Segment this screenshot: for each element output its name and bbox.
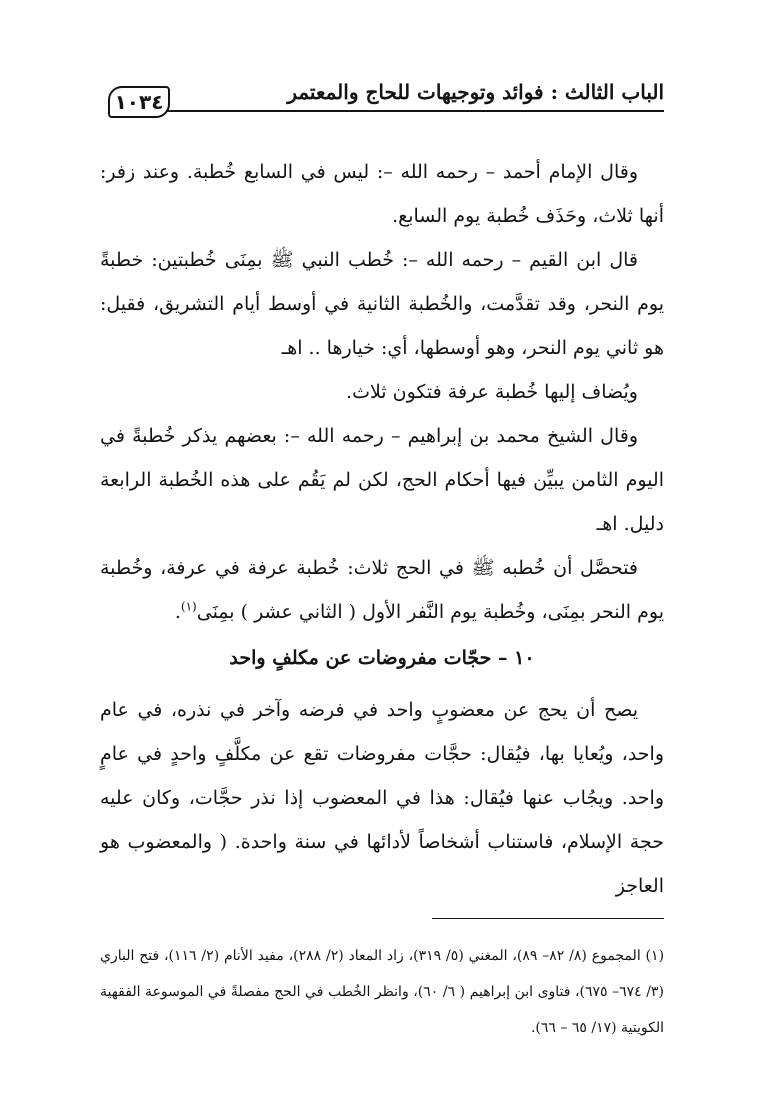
- paragraph: وقال الشيخ محمد بن إبراهيم – رحمه الله –: بعضهم يذكر خُطبةً في اليوم الثامن يبيِّن فيها أحكام الحج، لكن لم يَقُم على هذه الخُطبة الرابعة دليل. اهـ: [100, 425, 664, 535]
- header-divider: [166, 110, 664, 112]
- chapter-title: الباب الثالث : فوائد وتوجيهات للحاج والمعتمر: [287, 80, 664, 104]
- footnote-divider: [432, 918, 664, 919]
- paragraph-end: .: [174, 601, 181, 623]
- footnote-marker: (١): [180, 599, 197, 614]
- page-header: [98, 78, 664, 118]
- footnotes: [100, 938, 664, 1046]
- paragraph: يصح أن يحج عن معضوبٍ واحد في فرضه وآخر في نذره، في عام واحد، ويُعايا بها، فيُقال: حجَّات مفروضات تقع عن مكلَّفٍ واحدٍ في عامٍ واحد. ويجُاب عنها فيُقال: هذا في المعضوب إذا نذر حجَّات، وكان عليه حجة الإسلام، فاستناب أشخاصاً لأدائها في سنة واحدة. ( والمعضوب هو العاجز: [100, 699, 664, 897]
- main-text: [100, 150, 664, 908]
- paragraph: وقال الإمام أحمد – رحمه الله –: ليس في السابع خُطبة. وعند زفر: أنها ثلاث، وحَذَف خُطبة يوم السابع.: [100, 161, 664, 227]
- paragraph-text: فتحصَّل أن خُطبه ﷺ في الحج ثلاث: خُطبة عرفة في عرفة، وخُطبة يوم النحر بمِنَى، وخُطبة يوم النَّفر الأول ( الثاني عشر ) بمِنَى: [100, 557, 664, 623]
- page-number: ١٠٣٤: [108, 86, 170, 118]
- paragraph-with-footnote: [100, 546, 664, 634]
- paragraph: ويُضاف إليها خُطبة عرفة فتكون ثلاث.: [346, 381, 638, 403]
- section-heading: ١٠ – حجّات مفروضات عن مكلفٍ واحد: [229, 647, 535, 669]
- footnote-1: (١) المجموع (٨/ ٨٢– ٨٩)، المغني (٥/ ٣١٩)، زاد المعاد (٢/ ٢٨٨)، مفيد الأنام (٢/ ١١٦)، فتح الباري (٣/ ٦٧٤– ٦٧٥)، فتاوى ابن إبراهيم ( ٦/ ٦٠)، وانظر الخُطب في الحج مفصلةً في الموسوعة الفقهية الكويتية (١٧/ ٦٥ – ٦٦).: [100, 948, 665, 1036]
- paragraph: قال ابن القيم – رحمه الله –: خُطب النبي ﷺ بمِنَى خُطبتين: خطبةً يوم النحر، وقد تقدَّمت، والخُطبة الثانية في أوسط أيام التشريق، فقيل: هو ثاني يوم النحر، وهو أوسطها، أي: خيارها .. اهـ: [100, 249, 664, 359]
